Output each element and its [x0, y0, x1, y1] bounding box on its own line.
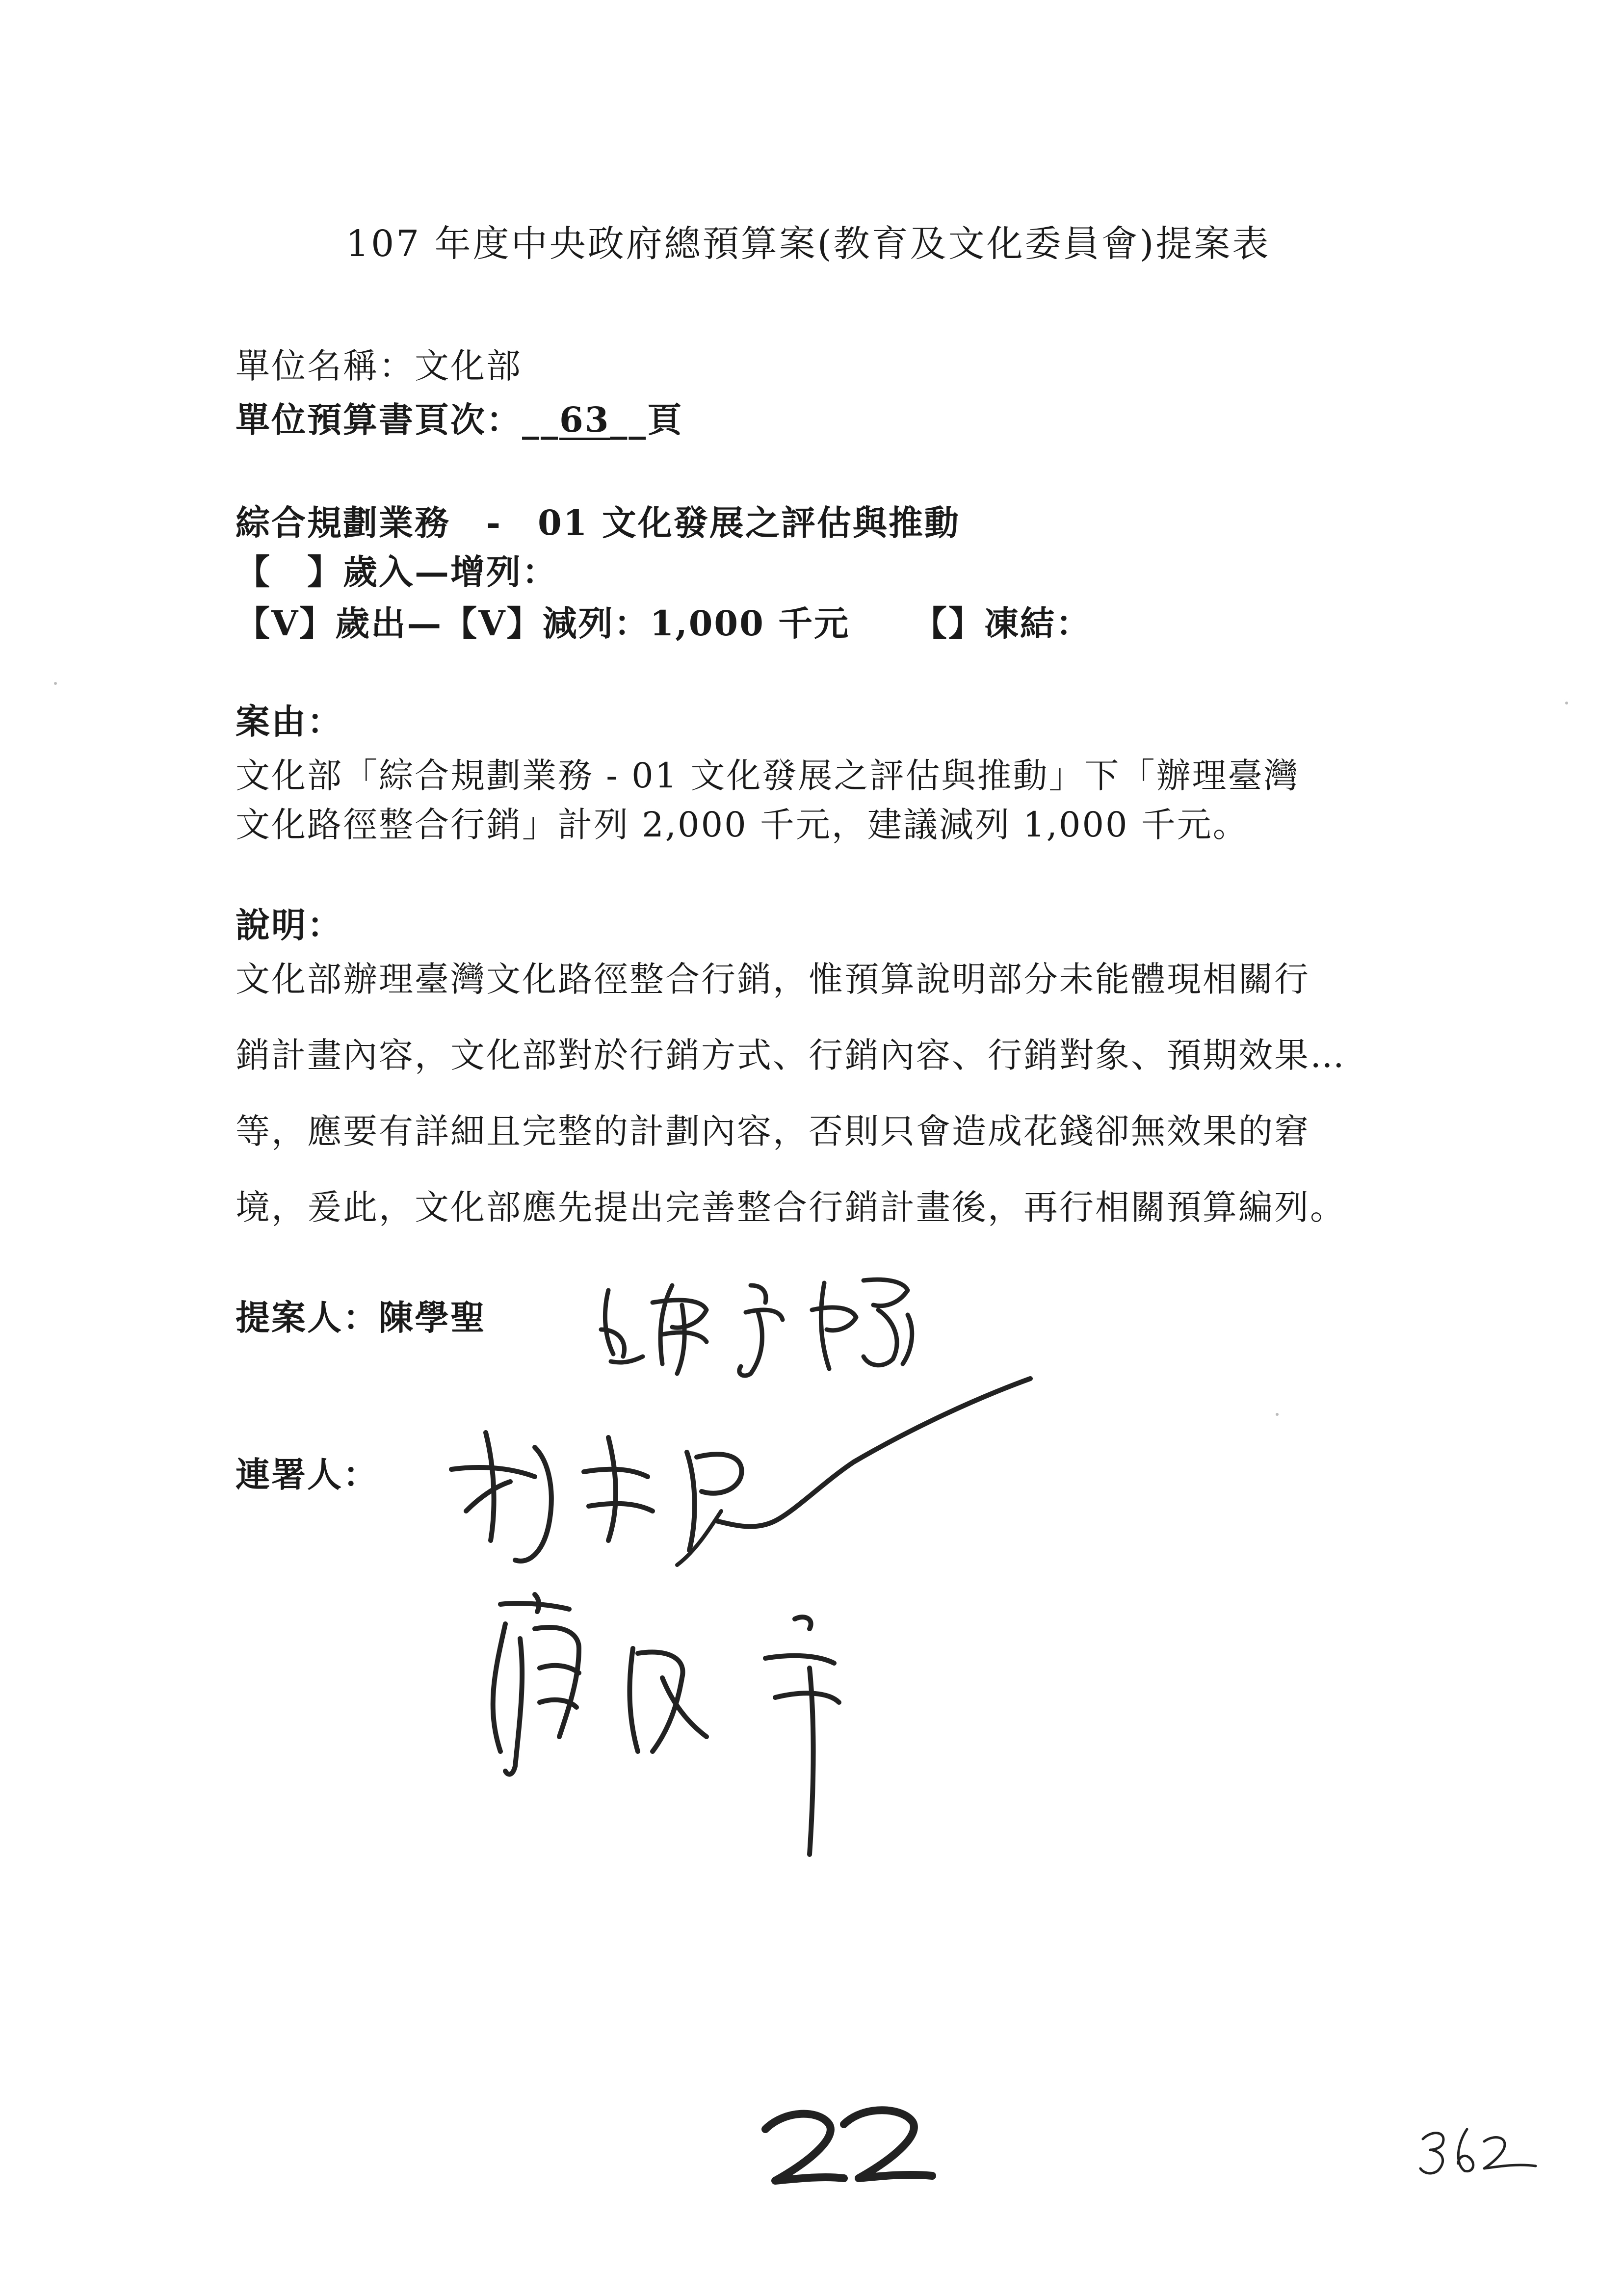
freeze-field: 【】凍結： — [913, 603, 1092, 644]
proposer-name: 陳學聖 — [379, 1297, 486, 1338]
unit-value: 文化部 — [415, 346, 522, 386]
reason-line: 文化部「綜合規劃業務 - 01 文化發展之評估與推動」下「辦理臺灣 — [236, 756, 1300, 796]
revenue-line: 【 】歲入—增列： — [236, 551, 558, 592]
scan-speck — [1276, 1413, 1279, 1416]
explanation-line: 等，應要有詳細且完整的計劃內容，否則只會造成花錢卻無效果的窘 — [236, 1111, 1310, 1151]
explanation-heading: 說明： — [236, 905, 343, 945]
budget-page-label: 單位預算書頁次： — [236, 399, 522, 440]
program-line: 綜合規劃業務 - 01 文化發展之評估與推動 — [236, 502, 960, 543]
explanation-line: 銷計畫內容，文化部對於行銷方式、行銷內容、行銷對象、預期效果… — [236, 1035, 1346, 1075]
form-title: 107 年度中央政府總預算案(教育及文化委員會)提案表 — [346, 223, 1271, 265]
cosigners-label: 連署人： — [236, 1454, 379, 1495]
unit-row — [236, 339, 522, 388]
scan-speck — [1565, 702, 1568, 704]
budget-page-blank-after: __ — [610, 399, 648, 440]
reason-heading: 案由： — [236, 701, 343, 742]
explanation-line: 文化部辦理臺灣文化路徑整合行銷，惟預算說明部分未能體現相關行 — [236, 959, 1310, 999]
budget-page-blank-before: __ — [522, 399, 559, 440]
cosigner-signature — [422, 1364, 1138, 1879]
proposer-row — [236, 1290, 486, 1340]
explanation-line: 境，爰此，文化部應先提出完善整合行銷計畫後，再行相關預算編列。 — [236, 1187, 1346, 1227]
handwritten-corner-number — [1413, 2114, 1541, 2183]
unit-label: 單位名稱： — [236, 346, 415, 386]
proposer-label: 提案人： — [236, 1297, 379, 1338]
budget-page-row — [236, 392, 683, 442]
budget-page-number: 63 — [559, 399, 610, 440]
expenditure-line: 【V】歲出—【V】減列：1,000 千元 — [236, 603, 850, 644]
budget-page-suffix: 頁 — [647, 399, 683, 440]
reason-line: 文化路徑整合行銷」計列 2,000 千元，建議減列 1,000 千元。 — [236, 805, 1249, 845]
scan-speck — [54, 682, 57, 685]
handwritten-page-number — [746, 2095, 952, 2203]
